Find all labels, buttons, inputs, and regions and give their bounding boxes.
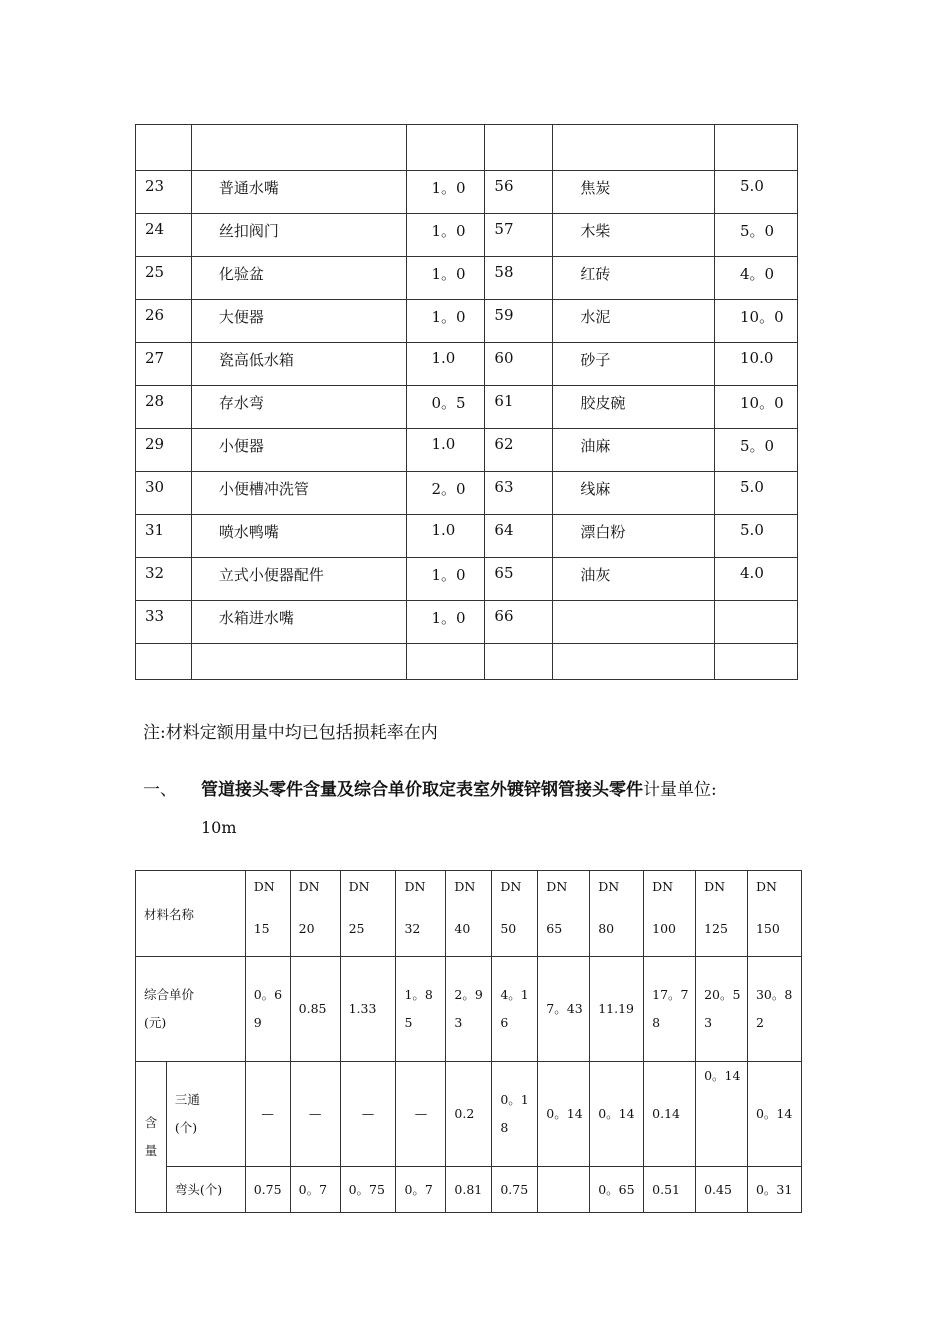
table-row bbox=[136, 125, 798, 171]
tee-row bbox=[136, 1062, 802, 1167]
dn-size: 100 bbox=[652, 921, 676, 936]
item-name: 大便器 bbox=[191, 300, 406, 343]
table-row bbox=[136, 214, 798, 257]
elbow-cell: 0.75 bbox=[245, 1167, 290, 1213]
size-header-dn20 bbox=[290, 871, 340, 957]
item-number: 59 bbox=[485, 300, 553, 343]
tee-cell bbox=[696, 1062, 748, 1167]
tee-label: 三通 (个) bbox=[166, 1062, 245, 1167]
price-cell bbox=[492, 957, 538, 1062]
item-number: 56 bbox=[485, 171, 553, 214]
dn-prefix: DN bbox=[546, 879, 568, 894]
price-value: 3 bbox=[704, 1015, 713, 1030]
price-value: 2。9 bbox=[454, 987, 483, 1002]
item-name: 木柴 bbox=[553, 214, 715, 257]
dn-prefix: DN bbox=[253, 879, 275, 894]
price-cell bbox=[290, 957, 340, 1062]
tee-value: 0。14 bbox=[546, 1106, 583, 1121]
table-row bbox=[136, 171, 798, 214]
item-number: 33 bbox=[136, 601, 192, 644]
dn-prefix: DN bbox=[652, 879, 674, 894]
item-name: 油麻 bbox=[553, 429, 715, 472]
item-name: 线麻 bbox=[553, 472, 715, 515]
price-cell bbox=[644, 957, 696, 1062]
elbow-cell: 0.51 bbox=[644, 1167, 696, 1213]
tee-cell bbox=[245, 1062, 290, 1167]
dn-prefix: DN bbox=[404, 879, 426, 894]
item-number: 60 bbox=[485, 343, 553, 386]
item-name: 普通水嘴 bbox=[191, 171, 406, 214]
item-quantity: 10。0 bbox=[715, 300, 798, 343]
price-cell bbox=[747, 957, 801, 1062]
dn-size: 20 bbox=[298, 921, 315, 936]
item-number: 25 bbox=[136, 257, 192, 300]
elbow-cell: 0.75 bbox=[492, 1167, 538, 1213]
dn-size: 32 bbox=[404, 921, 421, 936]
tee-value: 0。14 bbox=[755, 1106, 793, 1121]
dn-prefix: DN bbox=[454, 879, 476, 894]
item-name: 砂子 bbox=[553, 343, 715, 386]
item-name: 胶皮碗 bbox=[553, 386, 715, 429]
fittings-table bbox=[135, 870, 802, 1213]
item-quantity: 5。0 bbox=[715, 429, 798, 472]
table-row bbox=[136, 257, 798, 300]
elbow-cell bbox=[538, 1167, 590, 1213]
dn-prefix: DN bbox=[598, 879, 620, 894]
item-quantity: 1.0 bbox=[406, 429, 485, 472]
size-header-dn80 bbox=[590, 871, 644, 957]
price-value: 11.19 bbox=[598, 1001, 634, 1016]
price-row bbox=[136, 957, 802, 1062]
price-value: 1。8 bbox=[404, 987, 433, 1002]
content-label: 含 量 bbox=[136, 1062, 167, 1213]
price-cell bbox=[538, 957, 590, 1062]
tee-value: — bbox=[414, 1106, 428, 1121]
item-quantity: 10。0 bbox=[715, 386, 798, 429]
item-quantity: 1。0 bbox=[406, 300, 485, 343]
tee-cell bbox=[290, 1062, 340, 1167]
tee-value: 0。14 bbox=[704, 1068, 741, 1083]
price-value: 17。7 bbox=[652, 987, 689, 1002]
price-value: 20。5 bbox=[704, 987, 741, 1002]
price-value: 0。6 bbox=[253, 987, 283, 1002]
size-header-dn25 bbox=[340, 871, 396, 957]
tee-cell bbox=[396, 1062, 446, 1167]
tee-cell bbox=[590, 1062, 644, 1167]
table-row bbox=[136, 601, 798, 644]
material-name-header: 材料名称 bbox=[136, 871, 246, 957]
dn-size: 125 bbox=[704, 921, 728, 936]
size-header-dn150 bbox=[747, 871, 801, 957]
tee-value: — bbox=[308, 1106, 322, 1121]
item-quantity: 5.0 bbox=[715, 171, 798, 214]
elbow-cell: 0。75 bbox=[340, 1167, 396, 1213]
item-name: 漂白粉 bbox=[553, 515, 715, 558]
tee-cell bbox=[538, 1062, 590, 1167]
item-quantity: 1。0 bbox=[406, 214, 485, 257]
size-header-dn125 bbox=[696, 871, 748, 957]
price-label: 综合单价 (元) bbox=[136, 957, 246, 1062]
tee-cell bbox=[747, 1062, 801, 1167]
item-name: 丝扣阀门 bbox=[191, 214, 406, 257]
dn-size: 80 bbox=[598, 921, 615, 936]
item-quantity: 5.0 bbox=[715, 515, 798, 558]
size-header-dn15 bbox=[245, 871, 290, 957]
item-name: 红砖 bbox=[553, 257, 715, 300]
table-row bbox=[136, 644, 798, 680]
elbow-label: 弯头(个) bbox=[166, 1167, 245, 1213]
price-value: 9 bbox=[253, 1015, 262, 1030]
item-number: 58 bbox=[485, 257, 553, 300]
materials-table bbox=[135, 124, 798, 680]
price-cell bbox=[696, 957, 748, 1062]
dn-size: 50 bbox=[500, 921, 517, 936]
dn-prefix: DN bbox=[704, 879, 726, 894]
item-name bbox=[553, 601, 715, 644]
item-quantity: 1。0 bbox=[406, 601, 485, 644]
item-number: 61 bbox=[485, 386, 553, 429]
elbow-cell: 0.45 bbox=[696, 1167, 748, 1213]
item-quantity: 4.0 bbox=[715, 558, 798, 601]
tee-value: — bbox=[261, 1106, 274, 1121]
price-value: 5 bbox=[404, 1015, 413, 1030]
price-value: 1.33 bbox=[348, 1001, 377, 1016]
item-quantity: 1.0 bbox=[406, 515, 485, 558]
item-name: 水泥 bbox=[553, 300, 715, 343]
item-quantity bbox=[715, 601, 798, 644]
item-number: 24 bbox=[136, 214, 192, 257]
price-cell bbox=[245, 957, 290, 1062]
tee-cell bbox=[644, 1062, 696, 1167]
item-quantity: 0。5 bbox=[406, 386, 485, 429]
table-row bbox=[136, 515, 798, 558]
item-number: 65 bbox=[485, 558, 553, 601]
elbow-row bbox=[136, 1167, 802, 1213]
item-name: 喷水鸭嘴 bbox=[191, 515, 406, 558]
price-value: 2 bbox=[755, 1015, 764, 1030]
dn-size: 40 bbox=[454, 921, 471, 936]
item-number: 28 bbox=[136, 386, 192, 429]
item-name: 小便器 bbox=[191, 429, 406, 472]
item-quantity: 1。0 bbox=[406, 171, 485, 214]
tee-value: — bbox=[361, 1106, 375, 1121]
section-title: 管道接头零件含量及综合单价取定表室外镀锌钢管接头零件 bbox=[201, 780, 643, 800]
dn-size: 25 bbox=[348, 921, 365, 936]
item-name: 小便槽冲洗管 bbox=[191, 472, 406, 515]
item-number: 32 bbox=[136, 558, 192, 601]
item-name: 焦炭 bbox=[553, 171, 715, 214]
section-heading bbox=[143, 775, 803, 800]
size-header-dn65 bbox=[538, 871, 590, 957]
elbow-cell: 0。65 bbox=[590, 1167, 644, 1213]
item-number: 63 bbox=[485, 472, 553, 515]
table-row bbox=[136, 429, 798, 472]
price-value: 0.85 bbox=[298, 1001, 327, 1016]
item-quantity: 1.0 bbox=[406, 343, 485, 386]
item-number: 62 bbox=[485, 429, 553, 472]
tee-cell bbox=[492, 1062, 538, 1167]
price-value: 4。1 bbox=[500, 987, 529, 1002]
size-header-dn32 bbox=[396, 871, 446, 957]
item-quantity: 10.0 bbox=[715, 343, 798, 386]
item-name: 瓷高低水箱 bbox=[191, 343, 406, 386]
size-header-dn100 bbox=[644, 871, 696, 957]
tee-value: 0。1 8 bbox=[500, 1092, 529, 1135]
tee-cell bbox=[446, 1062, 492, 1167]
table-row bbox=[136, 300, 798, 343]
dn-size: 15 bbox=[253, 921, 270, 936]
elbow-cell: 0。31 bbox=[747, 1167, 801, 1213]
price-cell bbox=[590, 957, 644, 1062]
elbow-cell: 0。7 bbox=[396, 1167, 446, 1213]
item-number: 66 bbox=[485, 601, 553, 644]
tee-value: 0.14 bbox=[652, 1106, 680, 1121]
table-row bbox=[136, 343, 798, 386]
item-number: 27 bbox=[136, 343, 192, 386]
item-number: 31 bbox=[136, 515, 192, 558]
elbow-cell: 0.81 bbox=[446, 1167, 492, 1213]
item-name: 油灰 bbox=[553, 558, 715, 601]
price-cell bbox=[396, 957, 446, 1062]
item-quantity: 5.0 bbox=[715, 472, 798, 515]
table-row bbox=[136, 386, 798, 429]
price-cell bbox=[446, 957, 492, 1062]
price-value: 8 bbox=[652, 1015, 661, 1030]
item-quantity: 1。0 bbox=[406, 558, 485, 601]
tee-cell bbox=[340, 1062, 396, 1167]
item-number: 64 bbox=[485, 515, 553, 558]
dn-size: 150 bbox=[755, 921, 780, 936]
item-number: 30 bbox=[136, 472, 192, 515]
dn-prefix: DN bbox=[755, 879, 777, 894]
item-number: 29 bbox=[136, 429, 192, 472]
section-number: 一、 bbox=[143, 780, 177, 800]
price-value: 30。8 bbox=[755, 987, 793, 1002]
dn-size: 65 bbox=[546, 921, 563, 936]
item-name: 立式小便器配件 bbox=[191, 558, 406, 601]
item-quantity: 2。0 bbox=[406, 472, 485, 515]
unit-label: 计量单位: bbox=[643, 780, 717, 800]
size-header-dn50 bbox=[492, 871, 538, 957]
item-quantity: 5。0 bbox=[715, 214, 798, 257]
table-row bbox=[136, 558, 798, 601]
price-value: 3 bbox=[454, 1015, 463, 1030]
elbow-cell: 0。7 bbox=[290, 1167, 340, 1213]
price-cell bbox=[340, 957, 396, 1062]
size-header-row bbox=[136, 871, 802, 957]
unit-value: 10m bbox=[201, 818, 237, 837]
price-value: 7。43 bbox=[546, 1001, 583, 1016]
item-name: 水箱进水嘴 bbox=[191, 601, 406, 644]
item-quantity: 1。0 bbox=[406, 257, 485, 300]
item-name: 存水弯 bbox=[191, 386, 406, 429]
dn-prefix: DN bbox=[298, 879, 320, 894]
tee-value: 0.2 bbox=[454, 1106, 475, 1121]
size-header-dn40 bbox=[446, 871, 492, 957]
item-quantity: 4。0 bbox=[715, 257, 798, 300]
dn-prefix: DN bbox=[500, 879, 522, 894]
table-row bbox=[136, 472, 798, 515]
item-name: 化验盆 bbox=[191, 257, 406, 300]
footnote: 注:材料定额用量中均已包括损耗率在内 bbox=[143, 723, 438, 743]
dn-prefix: DN bbox=[348, 879, 370, 894]
tee-value: 0。14 bbox=[598, 1106, 635, 1121]
item-number: 26 bbox=[136, 300, 192, 343]
item-number: 23 bbox=[136, 171, 192, 214]
item-number: 57 bbox=[485, 214, 553, 257]
price-value: 6 bbox=[500, 1015, 509, 1030]
